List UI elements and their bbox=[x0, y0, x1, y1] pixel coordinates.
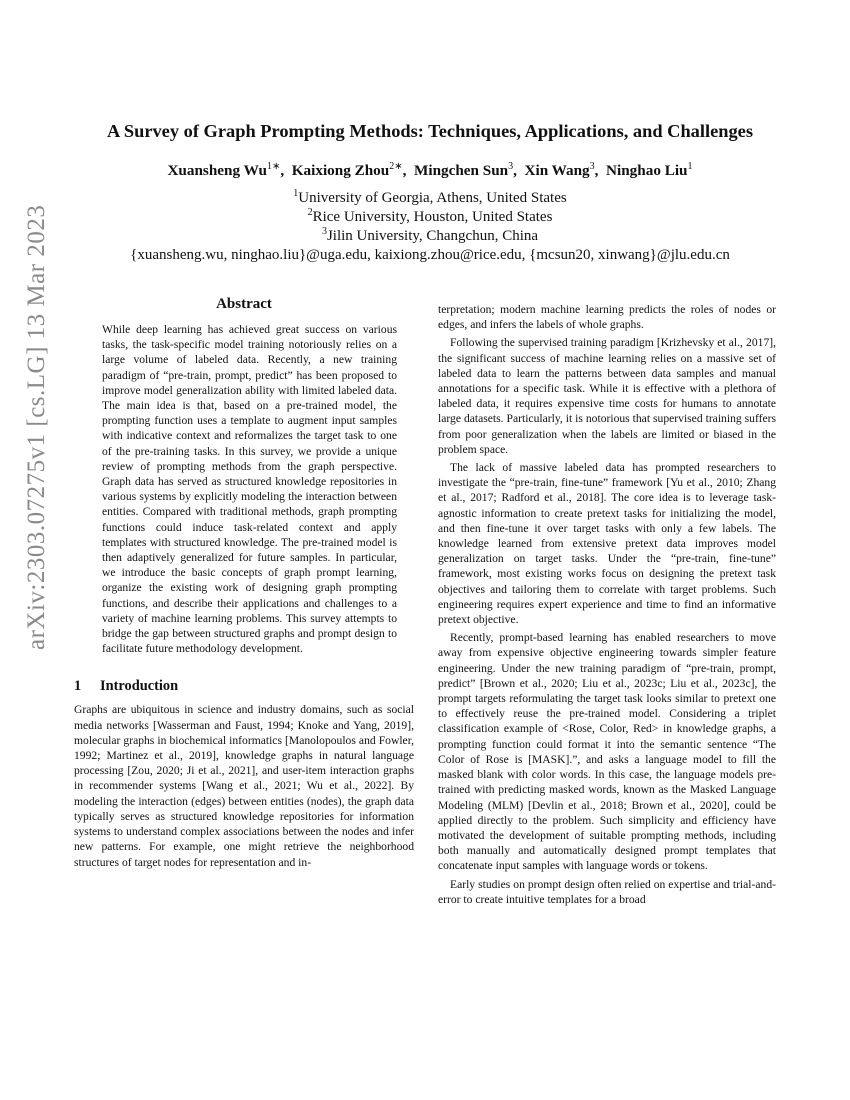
author-name: Xin Wang bbox=[524, 162, 590, 180]
author-mark: 3 bbox=[589, 161, 595, 172]
body-paragraph: Early studies on prompt design often relied on expertise and trial-and-error to create intuitive templates for a broad bbox=[438, 877, 776, 906]
author-mark: 2∗ bbox=[389, 161, 403, 172]
author-list: Xuansheng $Wu^{1∗}$, Kaixiong Zhou$^{2∗}$, Mingchen Sun$^3$, Xin Wang$^3$, Ninghao Liu$^1$ bbox=[167, 161, 693, 180]
body-paragraph: terpretation; modern machine learning predicts the roles of nodes or edges, and infers the labels of whole graphs. bbox=[438, 303, 776, 332]
left-column bbox=[74, 296, 414, 870]
author-emails: {xuansheng.wu, ninghao.liu}@uga.edu, kaixiong.zhou@rice.edu, {mcsun20, xinwang}@jlu.edu.cn bbox=[130, 247, 730, 263]
intro-paragraph: Graphs are ubiquitous in science and industry domains, such as social media networks [Wasserman and Faust, 1994; Knoke and Yang, 2019], molecular graphs in biochemical informatics [Manolopoulos and Fowler, 1992; Martinez et al., 2019], knowledge graphs in natural language processing [Zou, 2020; Ji et al., 2021], and user-item interaction graphs in recommender systems [Wang et al., 2021; Wu et al., 2022]. By modeling the interaction (edges) between entities (nodes), the graph data typically serves as structured knowledge repositories for information systems to understand complex associations between the nodes and infer new patterns. For example, one might retrieve the neighborhood structures of target nodes for representation and in- bbox=[74, 703, 414, 869]
section-number: 1 bbox=[74, 678, 82, 695]
author-mark: 3 bbox=[508, 161, 514, 172]
affiliation-mark: 1 bbox=[293, 188, 299, 199]
section-heading-introduction bbox=[74, 678, 414, 696]
affiliation-mark: 2 bbox=[307, 207, 313, 218]
author-name: Mingchen Sun bbox=[414, 162, 509, 180]
abstract-heading: Abstract bbox=[216, 296, 272, 312]
right-column bbox=[438, 302, 776, 907]
author-mark: 1 bbox=[687, 161, 693, 172]
affiliation-text: Rice University, Houston, United States bbox=[312, 209, 553, 225]
affiliation-line bbox=[60, 188, 800, 207]
body-paragraph: Recently, prompt-based learning has enabled researchers to move away from expensive objective engineering towards simpler feature engineering. Under the new training paradigm of “pre-train, prompt, predict” [Brown et al., 2020; Liu et al., 2023c; Liu et al., 2023c], the prompt targets reformulating the target task looks similar to pretext one to effectively reuse the pre-trained model. Considering a triplet classification example of <Rose, Color, Red> in knowledge graphs, a prompting function could format it into the semantic sentence “The Color of Rose is [MASK].”, and asks a language model to fill the masked blank with color words. In this case, the language models pre-trained with predicting masked words, known as the Masked Language Modeling (MLM) [Devlin et al., 2018; Brown et al., 2020], could be applied directly to the problem. Such simplicity and efficiency have motivated the development of suitable prompting methods, including both manually and automatically designed prompt templates that concatenate input samples with language words or tokens. bbox=[438, 631, 776, 873]
author-name: Ninghao Liu bbox=[606, 162, 688, 180]
affiliation-line bbox=[60, 207, 800, 226]
body-paragraph: The lack of massive labeled data has prompted researchers to investigate the “pre-train, fine-tune” framework [Yu et al., 2010; Zhang et al., 2017; Radford et al., 2018]. The core idea is to leverage task-agnostic information to create pretext tasks for initializing the model, and then fine-tune it over target tasks with only a few labels. The knowledge learned from extensive pretext data improves model generalization on target tasks. Under the “pre-train, fine-tune” framework, most existing works focus on designing the pretext task objectives and tailoring them to correlate with target problems. Such engineering requires expert experience and time to find an informative pretext objective. bbox=[438, 461, 776, 627]
body-paragraph: Following the supervised training paradigm [Krizhevsky et al., 2017], the significant success of machine learning relies on a massive set of labeled data to learn the patterns between data samples and manual annotations for a specific task. While it is effective with a plethora of labeled data, it requires expensive time costs for humans to annotate large datasets. Particularly, it is notorious that supervised training suffers from poor generalization when the labels are limited or biased in the problem space. bbox=[438, 336, 776, 456]
abstract-text: While deep learning has achieved great success on various tasks, the task-specific model training notoriously relies on a large volume of labeled data. Recently, a new training paradigm of “pre-train, prompt, predict” has been proposed to improve model generalization ability with limited labeled data. The main idea is that, based on a pre-trained model, the prompting function uses a template to augment input samples with indicative context and reformalizes the target task to one of the pre-training tasks. In this survey, we provide a unique review of prompting methods from the graph perspective. Graph data has served as structured knowledge repositories in various systems by explicitly modeling the interaction between entities. Compared with traditional methods, graph prompting functions could induce task-related context and apply templates with structured knowledge. The pre-trained model is then adaptively generalized for future samples. In particular, we introduce the basic concepts of graph prompt learning, organize the existing work of designing graph prompting functions, and describe their applications and challenges to a variety of machine learning problems. This survey attempts to bridge the gap between structured graphs and prompt design to facilitate future methodology development. bbox=[102, 323, 397, 656]
affiliation-text: University of Georgia, Athens, United States bbox=[298, 190, 567, 206]
arxiv-identifier-stamp: arXiv:2303.07275v1 [cs.LG] 13 Mar 2023 bbox=[23, 204, 50, 650]
author-mark: 1∗ bbox=[266, 161, 281, 172]
author-name: Kaixiong Zhou bbox=[291, 162, 390, 180]
affiliation-line bbox=[60, 226, 800, 245]
author-name: Xuansheng Wu bbox=[167, 162, 267, 180]
affiliation-mark: 3 bbox=[321, 226, 327, 237]
section-title: Introduction bbox=[100, 678, 179, 695]
paper-title: A Survey of Graph Prompting Methods: Techniques, Applications, and Challenges bbox=[107, 121, 753, 141]
affiliation-text: Jilin University, Changchun, China bbox=[326, 228, 539, 244]
